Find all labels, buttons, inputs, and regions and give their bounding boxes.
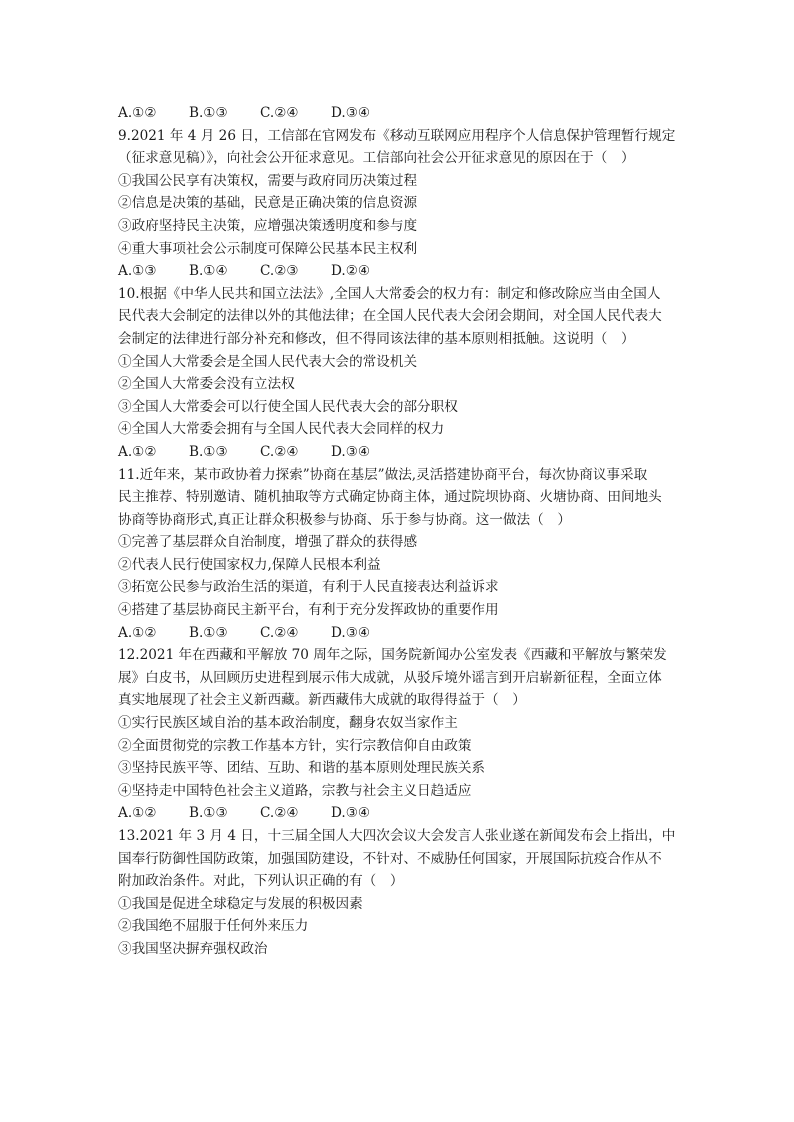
statement: ④全国人大常委会拥有与全国人民代表大会同样的权力 xyxy=(118,421,445,438)
answer-options xyxy=(118,260,683,283)
statement: ②我国绝不屈服于任何外来压力 xyxy=(118,918,309,935)
answer-options-q8 xyxy=(118,102,683,125)
question-stem-line: 协商等协商形式,真正让群众积极参与协商、乐于参与协商。这一做法（ ） xyxy=(118,511,571,528)
option-d: D.③④ xyxy=(331,105,371,121)
question-11 xyxy=(118,464,683,645)
option-d: D.③④ xyxy=(331,805,371,822)
question-stem-line: 13.2021 年 3 月 4 日，十三届全国人大四次会议大会发言人张业遂在新闻发布会上指出，中 xyxy=(118,828,676,844)
option-d: D.②④ xyxy=(331,263,371,280)
statement: ③我国坚决摒弃强权政治 xyxy=(118,940,268,957)
question-stem-line: 9.2021 年 4 月 26 日，工信部在官网发布《移动互联网应用程序个人信息保护管理暂行规定 xyxy=(118,127,676,144)
statement: ①实行民族区域自治的基本政治制度，翻身农奴当家作主 xyxy=(118,715,458,732)
statement: ③政府坚持民主决策，应增强决策透明度和参与度 xyxy=(118,217,418,234)
statement: ④重大事项社会公示制度可保障公民基本民主权利 xyxy=(118,240,418,257)
option-b: B.①④ xyxy=(189,263,228,280)
answer-options xyxy=(118,802,683,825)
option-b: B.①③ xyxy=(189,443,228,460)
statement: ②信息是决策的基础，民意是正确决策的信息资源 xyxy=(118,195,418,212)
option-a: A.①② xyxy=(118,805,157,822)
option-a: A.①② xyxy=(118,105,157,121)
answer-options xyxy=(118,622,683,645)
answer-options xyxy=(118,441,683,464)
statement: ①全国人大常委会是全国人民代表大会的常设机关 xyxy=(118,353,418,370)
statement: ④坚持走中国特色社会主义道路，宗教与社会主义日趋适应 xyxy=(118,782,472,799)
question-stem-line: （征求意见稿）》，向社会公开征求意见。工信部向社会公开征求意见的原因在于（ ） xyxy=(118,150,635,167)
question-stem-line: 10.根据《中华人民共和国立法法》,全国人大常委会的权力有：制定和修改除应当由全国人 xyxy=(118,285,661,302)
question-stem-line: 国奉行防御性国防政策，加强国防建设，不针对、不威胁任何国家，开展国际抗疫合作从不 xyxy=(118,850,662,867)
question-stem-line: 会制定的法律进行部分补充和修改，但不得同该法律的基本原则相抵触。这说明（ ） xyxy=(118,330,635,347)
option-a: A.①② xyxy=(118,624,157,641)
question-10 xyxy=(118,283,683,464)
statement: ③全国人大常委会可以行使全国人民代表大会的部分职权 xyxy=(118,398,458,415)
question-12 xyxy=(118,644,683,825)
option-b: B.①③ xyxy=(189,624,228,641)
option-a: A.①③ xyxy=(118,263,157,280)
option-c: C.②④ xyxy=(260,805,299,822)
exam-content xyxy=(118,102,683,961)
statement: ①我国是促进全球稳定与发展的积极因素 xyxy=(118,895,363,912)
option-c: C.②④ xyxy=(260,105,299,121)
option-d: D.③④ xyxy=(331,443,371,460)
question-stem-line: 附加政治条件。对此，下列认识正确的有（ ） xyxy=(118,873,404,890)
question-stem-line: 民代表大会制定的法律以外的其他法律；在全国人民代表大会闭会期间，对全国人民代表大 xyxy=(118,308,662,325)
option-d: D.③④ xyxy=(331,624,371,641)
question-stem-line: 11.近年来，某市政协着力探索”协商在基层”做法,灵活搭建协商平台，每次协商议事采取 xyxy=(118,466,648,483)
option-c: C.②③ xyxy=(260,263,299,280)
statement: ②全国人大常委会没有立法权 xyxy=(118,376,295,393)
statement: ③拓宽公民参与政治生活的渠道，有利于人民直接表达利益诉求 xyxy=(118,579,499,596)
statement: ④搭建了基层协商民主新平台，有利于充分发挥政协的重要作用 xyxy=(118,602,499,619)
question-13 xyxy=(118,825,683,961)
statement: ②全面贯彻党的宗教工作基本方针，实行宗教信仰自由政策 xyxy=(118,737,472,754)
option-a: A.①② xyxy=(118,443,157,460)
statement: ②代表人民行使国家权力,保障人民根本利益 xyxy=(118,556,381,573)
option-b: B.①③ xyxy=(189,805,228,822)
option-c: C.②④ xyxy=(260,443,299,460)
question-stem-line: 民主推荐、特别邀请、随机抽取等方式确定协商主体，通过院坝协商、火塘协商、田间地头 xyxy=(118,489,662,506)
option-c: C.②④ xyxy=(260,624,299,641)
statement: ①我国公民享有决策权，需要与政府同历决策过程 xyxy=(118,172,418,189)
option-b: B.①③ xyxy=(189,105,228,121)
question-9 xyxy=(118,125,683,283)
statement: ③坚持民族平等、团结、互助、和谐的基本原则处理民族关系 xyxy=(118,760,486,777)
question-stem-line: 展》白皮书，从回顾历史进程到展示伟大成就，从驳斥境外谣言到开启崭新征程，全面立体 xyxy=(118,669,662,686)
question-stem-line: 12.2021 年在西藏和平解放 70 周年之际，国务院新闻办公室发表《西藏和平解放与繁荣发 xyxy=(118,647,667,664)
question-stem-line: 真实地展现了社会主义新西藏。新西藏伟大成就的取得得益于（ ） xyxy=(118,692,526,709)
statement: ①完善了基层群众自治制度，增强了群众的获得感 xyxy=(118,534,418,551)
